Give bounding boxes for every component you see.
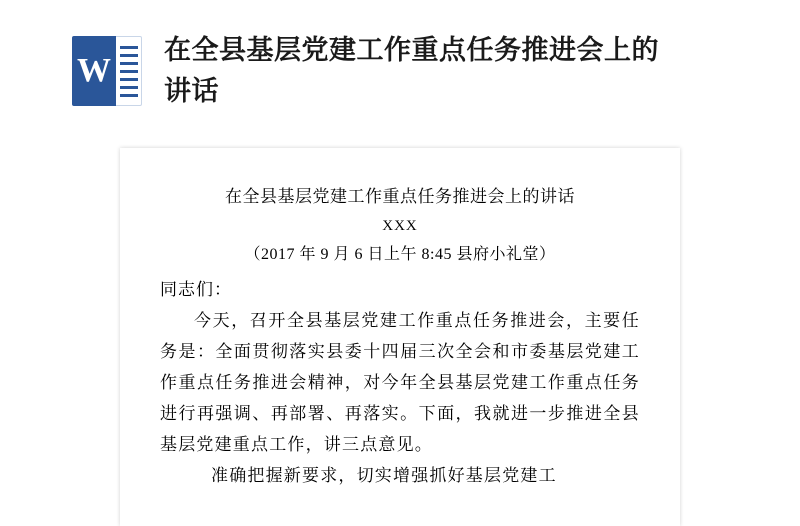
- word-icon-letter: W: [77, 52, 111, 89]
- word-icon-line: [120, 62, 138, 65]
- document-title: 在全县基层党建工作重点任务推进会上的讲话: [225, 187, 575, 206]
- word-icon-line: [120, 94, 138, 97]
- document-salutation: 同志们：: [160, 280, 232, 299]
- word-icon-line: [120, 78, 138, 81]
- document-author: XXX: [382, 218, 418, 234]
- document-header: [0, 0, 800, 136]
- word-document-icon: [72, 36, 142, 106]
- page-title: 在全县基层党建工作重点任务推进会上的讲话: [164, 35, 659, 106]
- document-paragraph: 今天，召开全县基层党建工作重点任务推进会，主要任务是：全面贯彻落实县委十四届三次全会和市委基层党建工作重点任务推进会精神，对今年全县基层党建工作重点任务进行再强调、再部署、再落实。下面，我就进一步推进全县基层党建重点工作，讲三点意见。: [160, 311, 640, 454]
- document-paragraph: 准确把握新要求，切实增强抓好基层党建工: [211, 466, 557, 485]
- word-icon-line: [120, 70, 138, 73]
- word-icon-line: [120, 86, 138, 89]
- word-icon-line: [120, 54, 138, 57]
- document-sheet: [120, 148, 680, 526]
- word-icon-line: [120, 46, 138, 49]
- document-meta: （2017 年 9 月 6 日上午 8:45 县府小礼堂）: [244, 246, 556, 263]
